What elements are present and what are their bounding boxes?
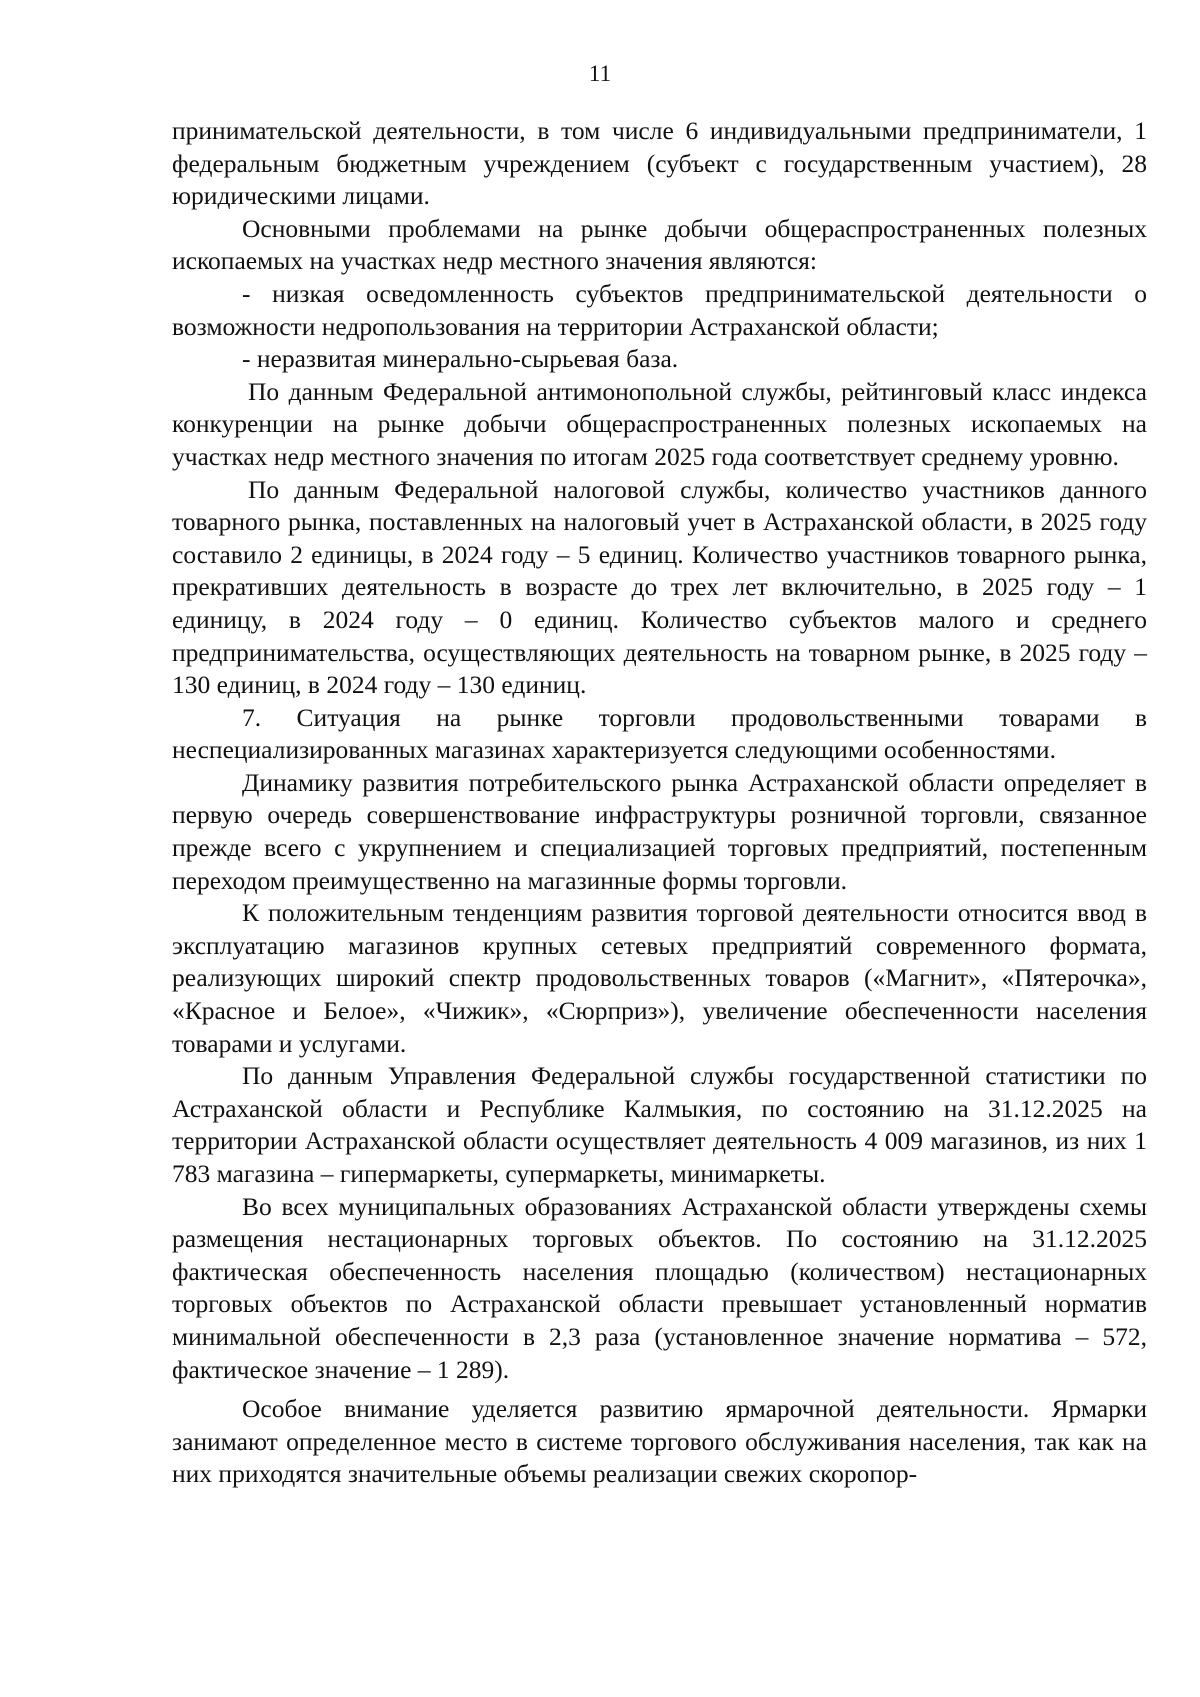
paragraph-problems-intro: Основными проблемами на рынке добычи общераспространенных полезных ископаемых на участках недр местного значения являются: bbox=[172, 213, 1147, 276]
document-body bbox=[172, 115, 1147, 1491]
paragraph-antimonopoly-rating: По данным Федеральной антимонопольной службы, рейтинговый класс индекса конкуренции на рынке добычи общераспространенных полезных ископаемых на участках недр местного значения по итогам 2025 года соответствует среднему уровню. bbox=[172, 376, 1147, 471]
paragraph-tax-service-data: По данным Федеральной налоговой службы, количество участников данного товарного рынка, поставленных на налоговый учет в Астраханской области, в 2025 году составило 2 единицы, в 2024 году – 5 единиц. Количество участников товарного рынка, прекративших деятельность в возрасте до трех лет включительно, в 2025 году – 1 единицу, в 2024 году – 0 единиц. Количество субъектов малого и среднего предпринимательства, осуществляющих деятельность на товарном рынке, в 2025 году – 130 единиц, в 2024 году – 130 единиц. bbox=[172, 474, 1147, 700]
paragraph-problem-awareness: - низкая осведомленность субъектов предпринимательской деятельности о возможности недропользования на территории Астраханской области; bbox=[172, 278, 1147, 341]
paragraph-statistics-stores: По данным Управления Федеральной службы государственной статистики по Астраханской области и Республике Калмыкия, по состоянию на 31.12.2025 на территории Астраханской области осуществляет деятельность 4 009 магазинов, из них 1 783 магазина – гипермаркеты, супермаркеты, минимаркеты. bbox=[172, 1061, 1147, 1188]
page-number: 11 bbox=[588, 61, 612, 86]
paragraph-section-7-heading: 7. Ситуация на рынке торговли продовольственными товарами в неспециализированных магазинах характеризуется следующими особенностями. bbox=[172, 702, 1147, 765]
paragraph-positive-trends: К положительным тенденциям развития торговой деятельности относится ввод в эксплуатацию магазинов крупных сетевых предприятий современного формата, реализующих широкий спектр продовольственных товаров («Магнит», «Пятерочка», «Красное и Белое», «Чижик», «Сюрприз»), увеличение обеспеченности населения товарами и услугами. bbox=[172, 898, 1147, 1058]
paragraph-consumer-market-dynamics: Динамику развития потребительского рынка Астраханской области определяет в первую очередь совершенствование инфраструктуры розничной торговли, связанное прежде всего с укрупнением и специализацией торговых предприятий, постепенным переходом преимущественно на магазинные формы торговли. bbox=[172, 767, 1147, 895]
paragraph-nonstationary-objects: Во всех муниципальных образованиях Астраханской области утверждены схемы размещения нестационарных торговых объектов. По состоянию на 31.12.2025 фактическая обеспеченность населения площадью (количеством) нестационарных торговых объектов по Астраханской области превышает установленный норматив минимальной обеспеченности в 2,3 раза (установленное значение норматива – 572, фактическое значение – 1 289). bbox=[172, 1191, 1147, 1384]
paragraph-fair-activity: Особое внимание уделяется развитию ярмарочной деятельности. Ярмарки занимают определенное место в системе торгового обслуживания населения, так как на них приходятся значительные объемы реализации свежих скоропор- bbox=[172, 1394, 1147, 1489]
paragraph-continuation: принимательской деятельности, в том числе 6 индивидуальными предприниматели, 1 федеральным бюджетным учреждением (субъект с государственным участием), 28 юридическими лицами. bbox=[172, 116, 1147, 211]
paragraph-problem-resource-base: - неразвитая минерально-сырьевая база. bbox=[242, 344, 679, 374]
